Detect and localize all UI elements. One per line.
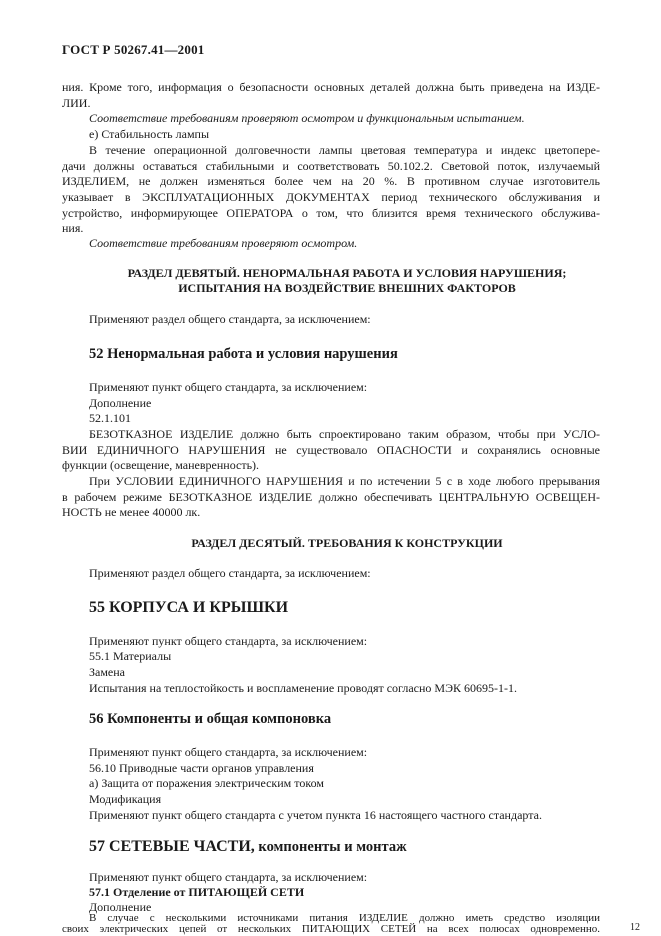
text-line: Применяют пункт общего стандарта с учетом пункта 16 настоящего частного стандарта.	[89, 808, 542, 822]
clause-heading-57	[89, 838, 407, 856]
text-line: Применяют пункт общего стандарта, за исключением:	[89, 634, 368, 648]
clause-heading-57-main: 57 СЕТЕВЫЕ ЧАСТИ,	[89, 838, 255, 855]
subclause-title: 57.1 Отделение от ПИТАЮЩЕЙ СЕТИ	[89, 885, 305, 899]
text-line: 56.10 Приводные части органов управления	[89, 761, 314, 775]
text-line: Дополнение	[89, 900, 152, 914]
section-heading: ИСПЫТАНИЯ НА ВОЗДЕЙСТВИЕ ВНЕШНИХ ФАКТОРОВ	[178, 281, 516, 295]
text-line: ВИИ ЕДИНИЧНОГО НАРУШЕНИЯ не существовало ОПАСНОСТИ и сохранялись основные	[62, 443, 600, 457]
text-line: ИЗДЕЛИЕМ, не должен изменяться более чем на 20 %. В противном случае изготовитель	[62, 174, 600, 188]
text-line: Применяют пункт общего стандарта, за исключением:	[89, 745, 368, 759]
text-line: Применяют раздел общего стандарта, за исключением:	[89, 566, 371, 580]
text-line: Модификация	[89, 792, 162, 806]
text-line: указывает в ЭКСПЛУАТАЦИОННЫХ ДОКУМЕНТАХ период технического обслуживания и	[62, 190, 600, 204]
text-line: Применяют раздел общего стандарта, за исключением:	[89, 312, 371, 326]
clause-heading-52: 52 Ненормальная работа и условия нарушения	[89, 346, 398, 362]
text-line: НОСТЬ не менее 40000 лк.	[62, 505, 201, 519]
text-line: Замена	[89, 665, 126, 679]
clause-heading-57-rest: компоненты и монтаж	[254, 839, 407, 855]
note-italic: Соответствие требованиям проверяют осмотром.	[89, 236, 358, 250]
section-heading: РАЗДЕЛ ДЕВЯТЫЙ. НЕНОРМАЛЬНАЯ РАБОТА И УСЛОВИЯ НАРУШЕНИЯ;	[127, 266, 567, 280]
text-line: БЕЗОТКАЗНОЕ ИЗДЕЛИЕ должно быть спроектировано таким образом, чтобы при УСЛО-	[89, 427, 600, 441]
text-line: дачи должны оставаться стабильными и соответствовать 50.102.2. Световой поток, излучаемый	[62, 159, 600, 173]
text-line: а) Защита от поражения электрическим током	[89, 776, 324, 790]
text-line: Дополнение	[89, 396, 152, 410]
text-line: ЛИИ.	[62, 96, 91, 110]
text-line: устройство, информирующее ОПЕРАТОРА о том, что близится время технического обслужива-	[62, 206, 600, 220]
clause-heading-56: 56 Компоненты и общая компоновка	[89, 711, 332, 727]
clause-heading-55: 55 КОРПУСА И КРЫШКИ	[89, 599, 289, 616]
text-line: При УСЛОВИИ ЕДИНИЧНОГО НАРУШЕНИЯ и по истечении 5 с в ходе любого прерывания	[89, 474, 600, 488]
text-line: Применяют пункт общего стандарта, за исключением:	[89, 870, 368, 884]
document-code: ГОСТ Р 50267.41—2001	[62, 42, 205, 57]
text-line: своих электрических цепей от нескольких ПИТАЮЩИХ СЕТЕЙ на всех полюсах одновременно.	[62, 923, 600, 935]
text-line: В случае с несколькими источниками питания ИЗДЕЛИЕ должно иметь средство изоляции	[89, 912, 600, 924]
text-line: 52.1.101	[89, 411, 131, 425]
text-line: В течение операционной долговечности лампы цветовая температура и индекс цветопере-	[89, 143, 600, 157]
subitem: е) Стабильность лампы	[89, 127, 210, 141]
text-line: в рабочем режиме БЕЗОТКАЗНОЕ ИЗДЕЛИЕ должно обеспечивать ЦЕНТРАЛЬНУЮ ОСВЕЩЕН-	[62, 490, 600, 504]
text-line: функции (освещение, маневренность).	[62, 458, 260, 472]
text-line: Применяют пункт общего стандарта, за исключением:	[89, 380, 368, 394]
text-line: 55.1 Материалы	[89, 649, 172, 663]
note-italic: Соответствие требованиям проверяют осмотром и функциональным испытанием.	[89, 111, 525, 125]
section-heading: РАЗДЕЛ ДЕСЯТЫЙ. ТРЕБОВАНИЯ К КОНСТРУКЦИИ	[191, 536, 503, 550]
text-line: Испытания на теплостойкость и воспламенение проводят согласно МЭК 60695-1-1.	[89, 681, 518, 695]
page-number: 12	[630, 922, 640, 933]
text-line: ния. Кроме того, информация о безопасности основных деталей должна быть приведена на ИЗДЕ-	[62, 80, 600, 94]
text-line: ния.	[62, 221, 84, 235]
